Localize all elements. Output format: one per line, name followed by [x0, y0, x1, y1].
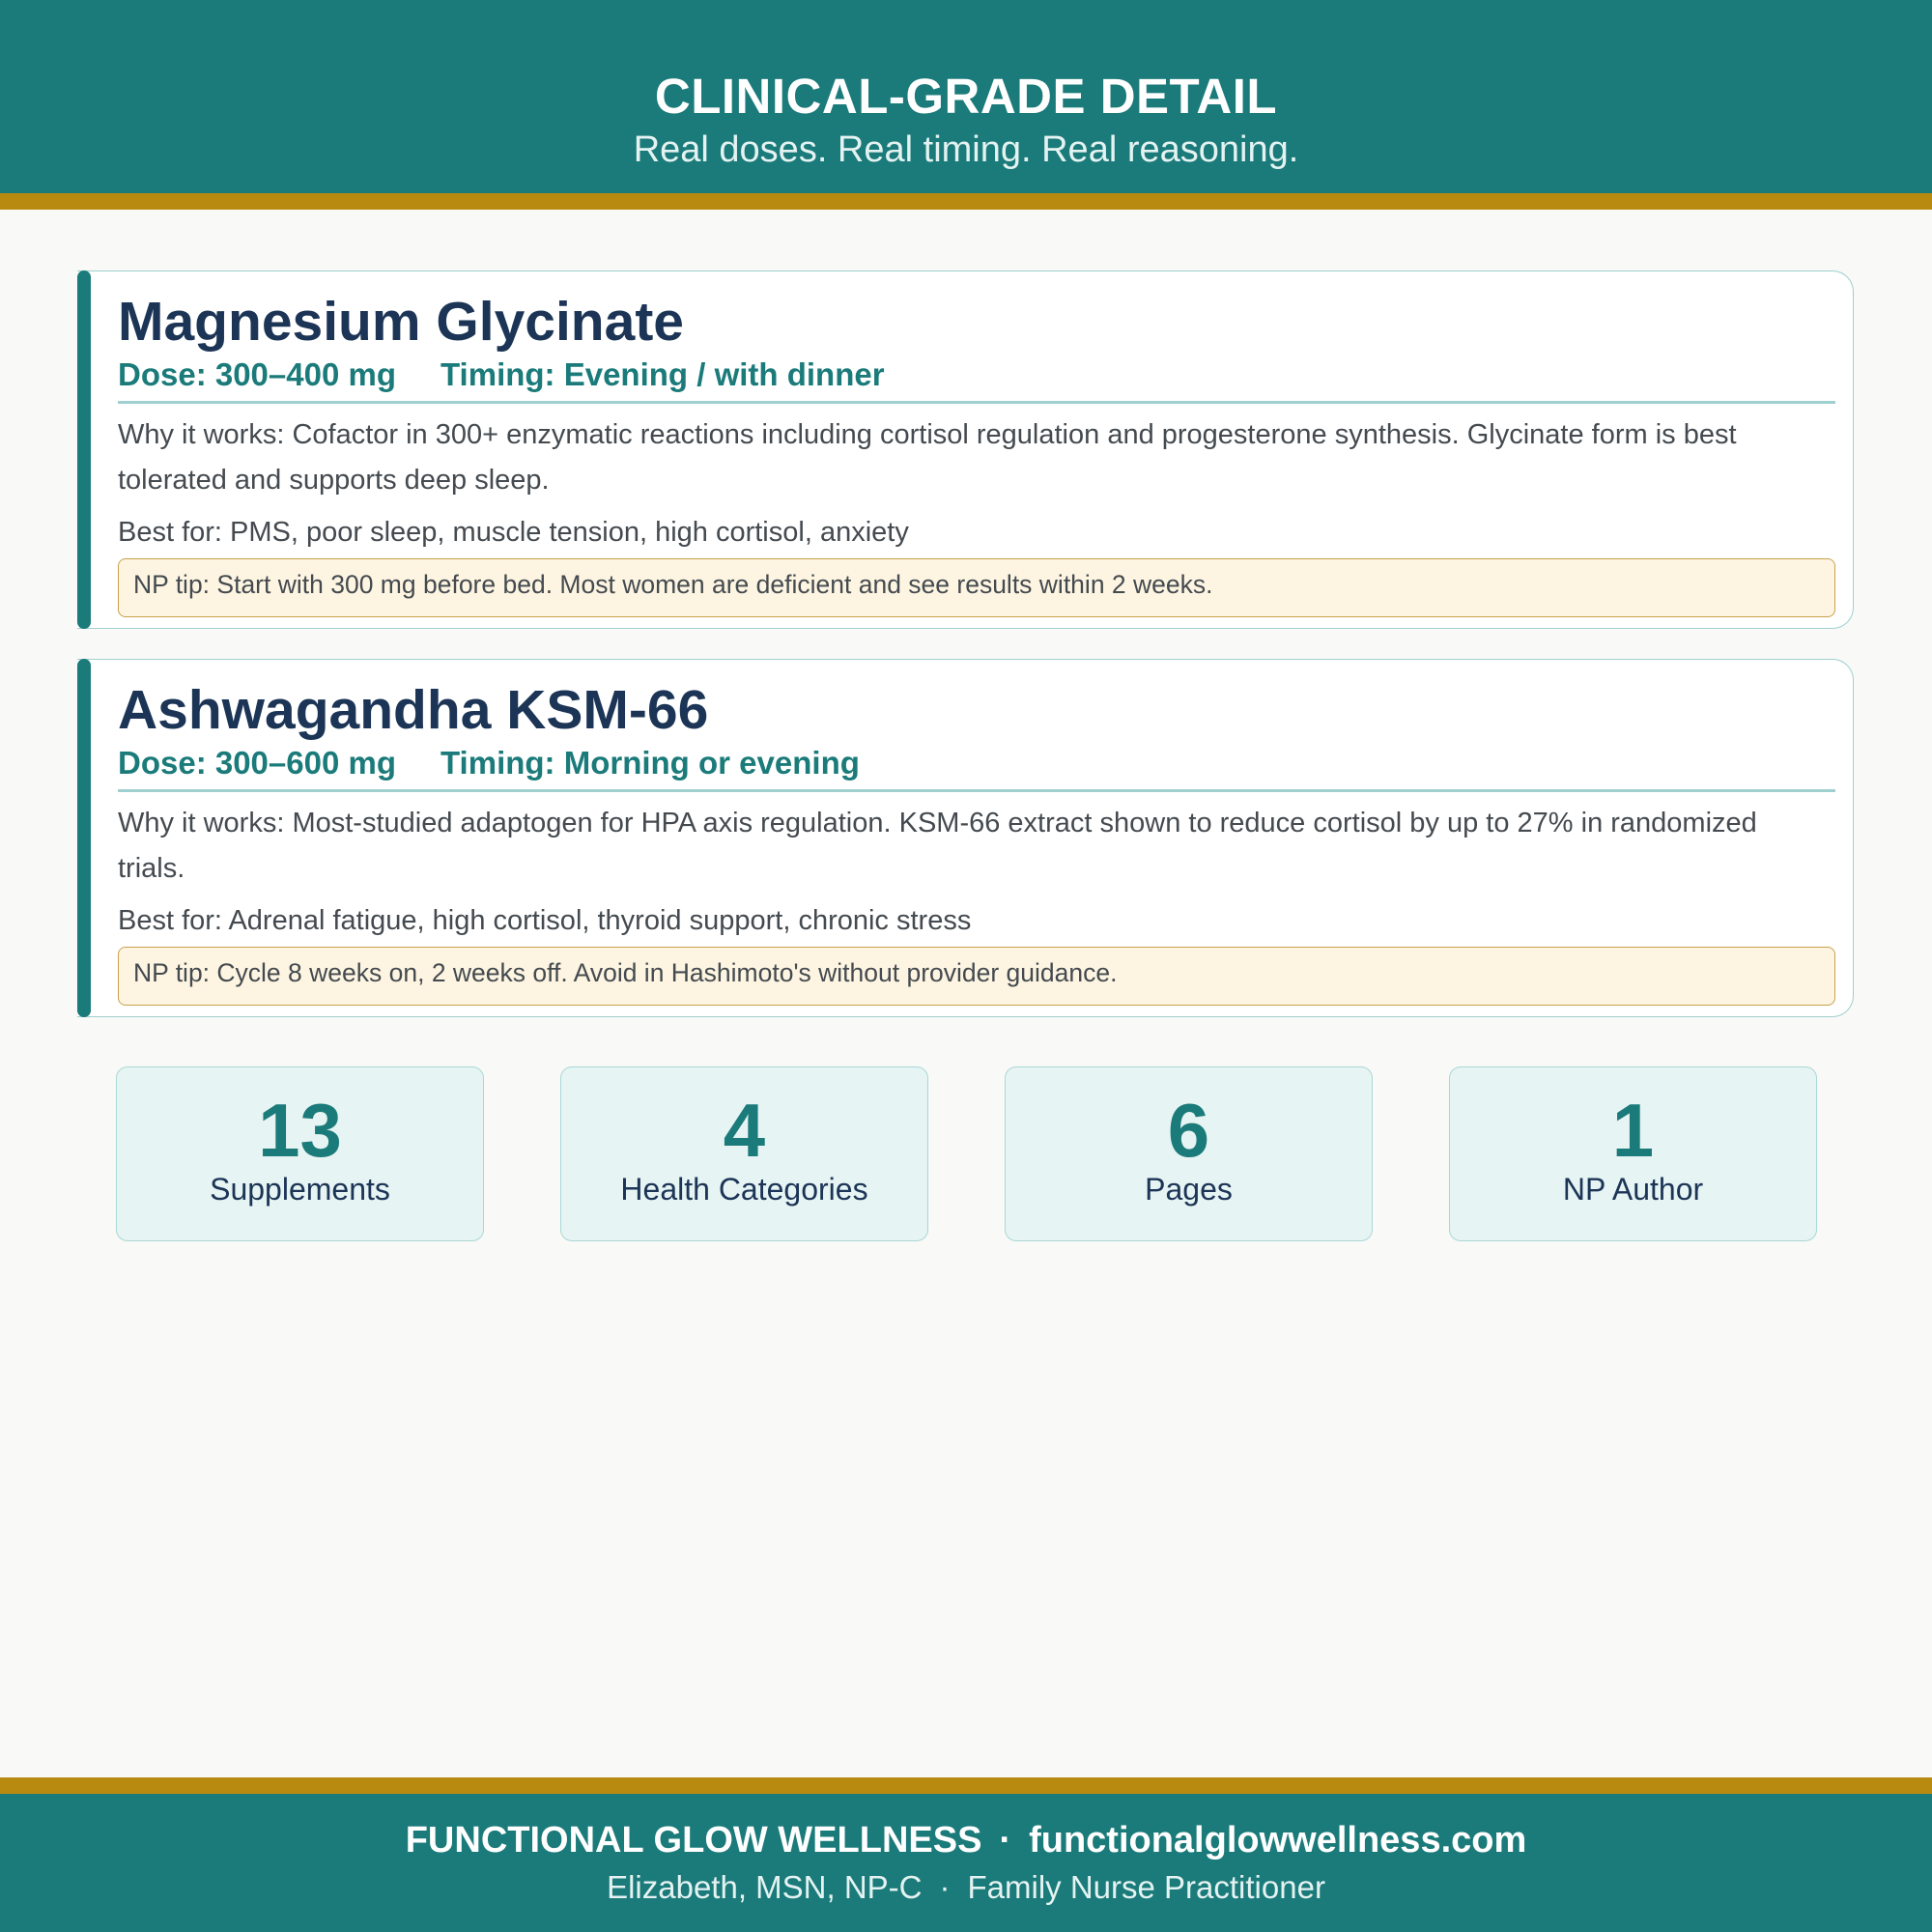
supplement-name: Magnesium Glycinate [118, 291, 685, 353]
supplement-why: Why it works: Cofactor in 300+ enzymatic reactions including cortisol regulation and progesterone synthesis. Glycinate form is best tolerated and supports deep sleep. [118, 419, 1737, 496]
supplement-dose-timing [118, 743, 860, 783]
header-divider [0, 193, 1932, 210]
footer-role: Family Nurse Practitioner [967, 1869, 1325, 1905]
stat-card-supplements [116, 1066, 484, 1241]
stat-card-health-categories [560, 1066, 928, 1241]
supplement-best-for: Best for: Adrenal fatigue, high cortisol, thyroid support, chronic stress [118, 905, 972, 936]
supplement-card-ashwagandha [77, 659, 1854, 1017]
supplement-dose: Dose: 300–600 mg [118, 745, 396, 781]
stat-value: 4 [723, 1088, 766, 1173]
stat-label: Pages [1145, 1172, 1233, 1207]
stat-value: 1 [1611, 1088, 1655, 1173]
card-accent-bar [77, 270, 91, 629]
page-header [0, 0, 1932, 193]
stat-card-pages [1005, 1066, 1373, 1241]
supplement-best-for: Best for: PMS, poor sleep, muscle tension, high cortisol, anxiety [118, 517, 909, 548]
footer-separator: · [939, 1869, 951, 1905]
footer-divider [0, 1777, 1932, 1794]
supplement-name: Ashwagandha KSM-66 [118, 679, 709, 741]
stat-label: Supplements [210, 1172, 390, 1207]
np-tip: NP tip: Start with 300 mg before bed. Most women are deficient and see results within 2 weeks. [118, 558, 1835, 617]
footer-author: Elizabeth, MSN, NP-C [607, 1869, 923, 1905]
card-divider [118, 401, 1835, 404]
card-accent-bar [77, 659, 91, 1017]
supplement-timing: Timing: Evening / with dinner [440, 356, 885, 392]
page-subtitle: Real doses. Real timing. Real reasoning. [633, 129, 1299, 170]
footer-website: functionalglowwellness.com [1029, 1820, 1527, 1861]
page-title: CLINICAL-GRADE DETAIL [654, 69, 1278, 124]
supplement-card-magnesium [77, 270, 1854, 629]
stat-value: 6 [1167, 1088, 1210, 1173]
stat-label: NP Author [1562, 1172, 1704, 1207]
np-tip: NP tip: Cycle 8 weeks on, 2 weeks off. Avoid in Hashimoto's without provider guidance. [118, 947, 1835, 1006]
footer-brand-line [0, 1817, 1932, 1863]
footer-brand: FUNCTIONAL GLOW WELLNESS [405, 1820, 982, 1861]
footer-author-line [0, 1867, 1932, 1908]
page-footer [0, 1794, 1932, 1932]
supplement-dose: Dose: 300–400 mg [118, 356, 396, 392]
card-divider [118, 789, 1835, 792]
footer-separator: · [999, 1820, 1012, 1861]
supplement-dose-timing [118, 355, 885, 395]
supplement-why: Why it works: Most-studied adaptogen for HPA axis regulation. KSM-66 extract shown to reduce cortisol by up to 27% in randomized trials. [118, 808, 1757, 884]
stat-label: Health Categories [620, 1172, 868, 1207]
stat-value: 13 [258, 1088, 342, 1173]
stat-card-np-author [1449, 1066, 1817, 1241]
supplement-timing: Timing: Morning or evening [440, 745, 860, 781]
